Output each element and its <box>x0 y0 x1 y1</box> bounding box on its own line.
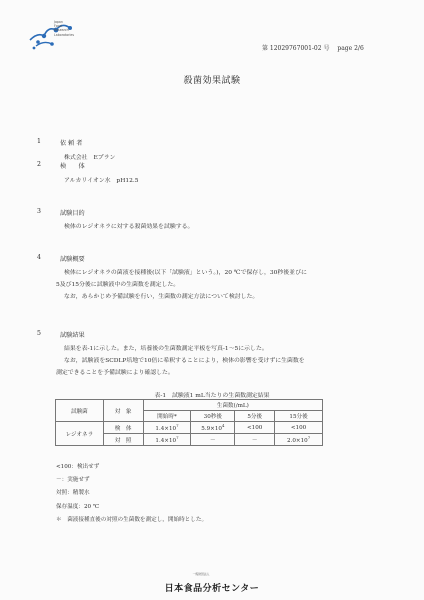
footer-org-name: 日本食品分析センター <box>164 584 260 594</box>
col-header-viable-count: 生菌数(/mL) <box>143 400 322 411</box>
report-header <box>262 43 364 52</box>
col-header-start: 開始時* <box>143 411 191 422</box>
cell-start: $1.4\times 10^7$ <box>143 422 191 434</box>
section-4-line-2: 5及び15分後に試験液中の生菌数を測定した。 <box>56 282 180 288</box>
section-3-heading: 試験目的 <box>60 210 85 217</box>
results-table <box>55 399 323 446</box>
col-header-target: 対 象 <box>103 400 143 422</box>
section-2-number: 2 <box>37 161 41 168</box>
cell-15min: $2.0\times 10^7$ <box>275 434 323 446</box>
note-3: 対照：精製水 <box>56 490 90 496</box>
section-3-number: 3 <box>37 208 41 215</box>
section-5-heading: 試験結果 <box>60 332 85 339</box>
col-header-5min: 5分後 <box>235 411 275 422</box>
cell-5min: <100 <box>235 422 275 434</box>
section-1-heading: 依 頼 者 <box>60 140 83 147</box>
section-3-body: 検体のレジオネラに対する殺菌効果を試験する。 <box>64 224 194 230</box>
cell-30s: $5.9\times 10^4$ <box>191 422 235 434</box>
note-4: 保存温度：20 ℃ <box>56 504 100 510</box>
section-5-number: 5 <box>37 330 41 337</box>
note-2: －：実施せず <box>56 477 90 483</box>
section-5-line-3: 測定できることを予備試験により確認した。 <box>56 370 174 376</box>
cell-start: $1.4\times 10^7$ <box>143 434 191 446</box>
page-title: 殺菌効果試験 <box>183 76 241 86</box>
note-1: <100：検出せず <box>56 464 100 470</box>
footer-small-text: 一般財団法人 <box>192 572 210 576</box>
table-caption: 表-1 試験液1 mL当たりの生菌数測定結果 <box>154 393 270 399</box>
cell-target: 対 照 <box>103 434 143 446</box>
col-header-bacteria: 試験菌 <box>56 400 104 422</box>
cell-15min: <100 <box>275 422 323 434</box>
section-5-line-2: なお，試験液をSCDLP培地で10倍に希釈することにより，検体の影響を受けずに生菌数を <box>64 358 305 364</box>
note-5: ＊ 菌液接種直後の対照の生菌数を測定し，開始時とした。 <box>56 517 208 523</box>
section-1-number: 1 <box>37 138 41 145</box>
footer-logo <box>0 572 424 595</box>
section-2-body: アルカリイオン水 pH12.5 <box>64 178 139 184</box>
col-header-30s: 30秒後 <box>191 411 235 422</box>
section-5-line-1: 結果を表-1に示した。また，培養後の生菌数測定平板を写真-1～5に示した。 <box>64 346 268 352</box>
results-table-wrap <box>55 399 323 446</box>
cell-bacteria: レジオネラ <box>56 422 104 446</box>
section-2-heading: 検 体 <box>60 163 85 170</box>
section-4-line-1: 検体にレジオネラの菌液を接種後(以下「試験液」という。)，20 ℃で保存し，30秒後並びに <box>64 270 307 276</box>
cell-30s: － <box>191 434 235 446</box>
section-4-line-3: なお，あらかじめ予備試験を行い，生菌数の測定方法について検討した。 <box>64 294 259 300</box>
logo-text: Japan Food Research Laboratories <box>54 20 74 37</box>
page-number: page 2/6 <box>337 45 364 52</box>
cell-5min: － <box>235 434 275 446</box>
section-4-heading: 試験概要 <box>60 256 85 263</box>
cell-target: 検 体 <box>103 422 143 434</box>
report-number: 第 12029767001-02 号 <box>262 45 330 52</box>
section-4-number: 4 <box>37 254 41 261</box>
col-header-15min: 15分後 <box>275 411 323 422</box>
section-1-body: 株式会社 Eプラン <box>64 155 116 161</box>
table-row <box>56 422 323 434</box>
